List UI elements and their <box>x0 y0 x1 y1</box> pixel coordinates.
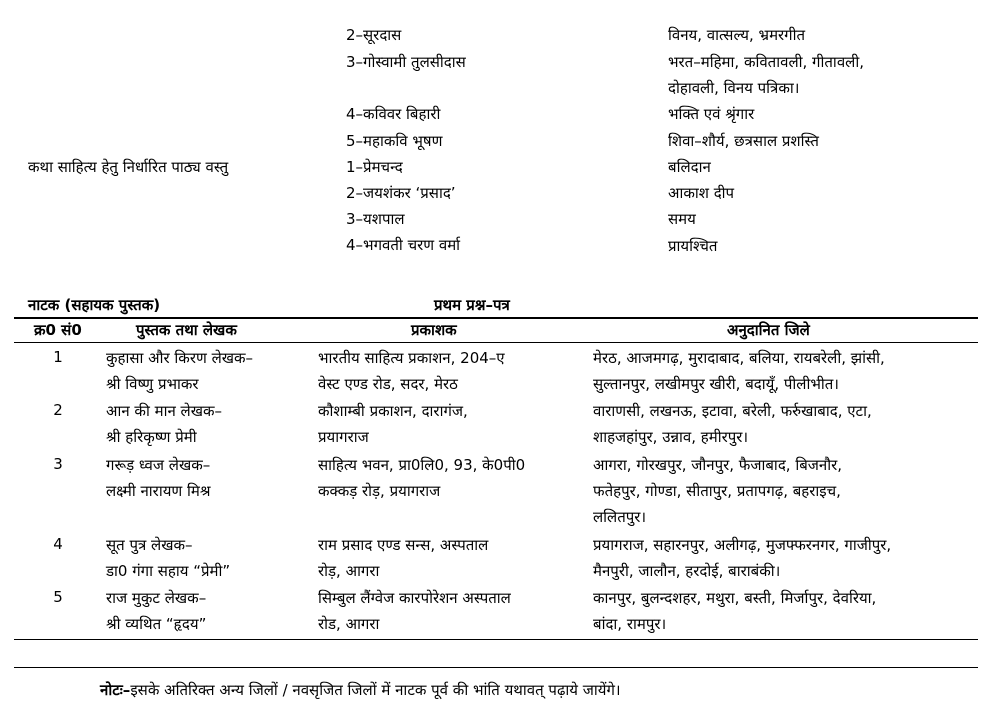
poet-bihari: 4–कविवर बिहारी <box>346 105 441 123</box>
work-bihari: भक्ति एवं श्रृंगार <box>668 105 755 123</box>
book-line: श्री हरिकृष्ण प्रेमी <box>106 428 197 446</box>
work-prasad: आकाश दीप <box>668 184 735 202</box>
note-text: इसके अतिरिक्त अन्य जिलों / नवसृजित जिलों में नाटक पूर्व की भांति यथावत् पढ़ाये जायेंगे। <box>130 681 621 699</box>
work-premchand: बलिदान <box>668 158 711 176</box>
districts-line: मैनपुरी, जालौन, हरदोई, बाराबंकी। <box>593 562 781 580</box>
districts-line: वाराणसी, लखनऊ, इटावा, बरेली, फर्रुखाबाद, एटा, <box>593 402 872 420</box>
districts-line: आगरा, गोरखपुर, जौनपुर, फैजाबाद, बिजनौर, <box>593 456 843 474</box>
row-sn: 1 <box>53 348 63 366</box>
book-line: राज मुकुट लेखक– <box>106 589 207 607</box>
districts-line: कानपुर, बुलन्दशहर, मथुरा, बस्ती, मिर्जापुर, देवरिया, <box>593 589 877 607</box>
poet-bhushan: 5–महाकवि भूषण <box>346 132 443 150</box>
section-title: नाटक (सहायक पुस्तक) <box>28 296 161 314</box>
districts-line: फतेहपुर, गोण्डा, सीतापुर, प्रतापगढ़, बहराइच, <box>593 482 841 500</box>
districts-line: ललितपुर। <box>593 508 647 526</box>
publisher-line: वेस्ट एण्ड रोड, सदर, मेरठ <box>318 375 458 393</box>
header-districts: अनुदानित जिले <box>727 321 810 339</box>
work-bhagwati: प्रायश्चित <box>668 237 718 255</box>
work-bhushan: शिवा–शौर्य, छत्रसाल प्रशस्ति <box>668 132 819 150</box>
publisher-line: कौशाम्बी प्रकाशन, दारागंज, <box>318 402 468 420</box>
paper-title: प्रथम प्रश्न–पत्र <box>434 296 510 314</box>
header-book: पुस्तक तथा लेखक <box>136 321 237 339</box>
publisher-line: राम प्रसाद एण्ड सन्स, अस्पताल <box>318 536 489 554</box>
work-yashpal: समय <box>668 210 696 228</box>
table-header-rule <box>14 342 978 343</box>
publisher-line: भारतीय साहित्य प्रकाशन, 204–ए <box>318 349 505 367</box>
row-sn: 3 <box>53 455 63 473</box>
poet-tulsidas: 3–गोस्वामी तुलसीदास <box>346 53 466 71</box>
book-line: लक्ष्मी नारायण मिश्र <box>106 482 211 500</box>
author-premchand: 1–प्रेमचन्द <box>346 158 403 176</box>
row-sn: 4 <box>53 535 63 553</box>
book-line: श्री विष्णु प्रभाकर <box>106 375 199 393</box>
publisher-line: साहित्य भवन, प्रा0लि0, 93, के0पी0 <box>318 456 526 474</box>
publisher-line: सिम्बुल लैंग्वेज कारपोरेशन अस्पताल <box>318 589 511 607</box>
fiction-syllabus-label: कथा साहित्य हेतु निर्धारित पाठ्य वस्तु <box>28 158 229 176</box>
publisher-line: प्रयागराज <box>318 428 369 446</box>
footnote <box>100 680 621 700</box>
publisher-line: कक्कड़ रोड़, प्रयागराज <box>318 482 441 500</box>
row-sn: 5 <box>53 588 63 606</box>
author-bhagwati-charan-verma: 4–भगवती चरण वर्मा <box>346 236 461 254</box>
note-top-rule <box>14 667 978 668</box>
districts-line: सुल्तानपुर, लखीमपुर खीरी, बदायूँ, पीलीभीत। <box>593 375 839 393</box>
publisher-line: रोड, आगरा <box>318 615 380 633</box>
table-bottom-rule <box>14 639 978 640</box>
header-publisher: प्रकाशक <box>411 321 457 339</box>
poet-surdas: 2–सूरदास <box>346 26 402 44</box>
table-top-rule <box>14 317 978 319</box>
districts-line: प्रयागराज, सहारनपुर, अलीगढ़, मुजफ्फरनगर, गाजीपुर, <box>593 536 892 554</box>
work-tulsidas-2: दोहावली, विनय पत्रिका। <box>668 79 800 97</box>
book-line: श्री व्यथित “हृदय” <box>106 615 207 633</box>
districts-line: बांदा, रामपुर। <box>593 615 667 633</box>
row-sn: 2 <box>53 401 63 419</box>
work-surdas: विनय, वात्सल्य, भ्रमरगीत <box>668 26 806 44</box>
publisher-line: रोड़, आगरा <box>318 562 380 580</box>
book-line: गरूड़ ध्वज लेखक– <box>106 456 211 474</box>
book-line: डा0 गंगा सहाय “प्रेमी” <box>106 562 231 580</box>
districts-line: मेरठ, आजमगढ़, मुरादाबाद, बलिया, रायबरेली, झांसी, <box>593 349 885 367</box>
header-sn: क्र0 सं0 <box>34 321 82 339</box>
note-label: नोटः– <box>100 681 131 699</box>
author-jaishankar-prasad: 2–जयशंकर ‘प्रसाद’ <box>346 184 456 202</box>
book-line: कुहासा और किरण लेखक– <box>106 349 254 367</box>
book-line: सूत पुत्र लेखक– <box>106 536 193 554</box>
author-yashpal: 3–यशपाल <box>346 210 405 228</box>
book-line: आन की मान लेखक– <box>106 402 223 420</box>
work-tulsidas-1: भरत–महिमा, कवितावली, गीतावली, <box>668 53 864 71</box>
districts-line: शाहजहांपुर, उन्नाव, हमीरपुर। <box>593 428 749 446</box>
